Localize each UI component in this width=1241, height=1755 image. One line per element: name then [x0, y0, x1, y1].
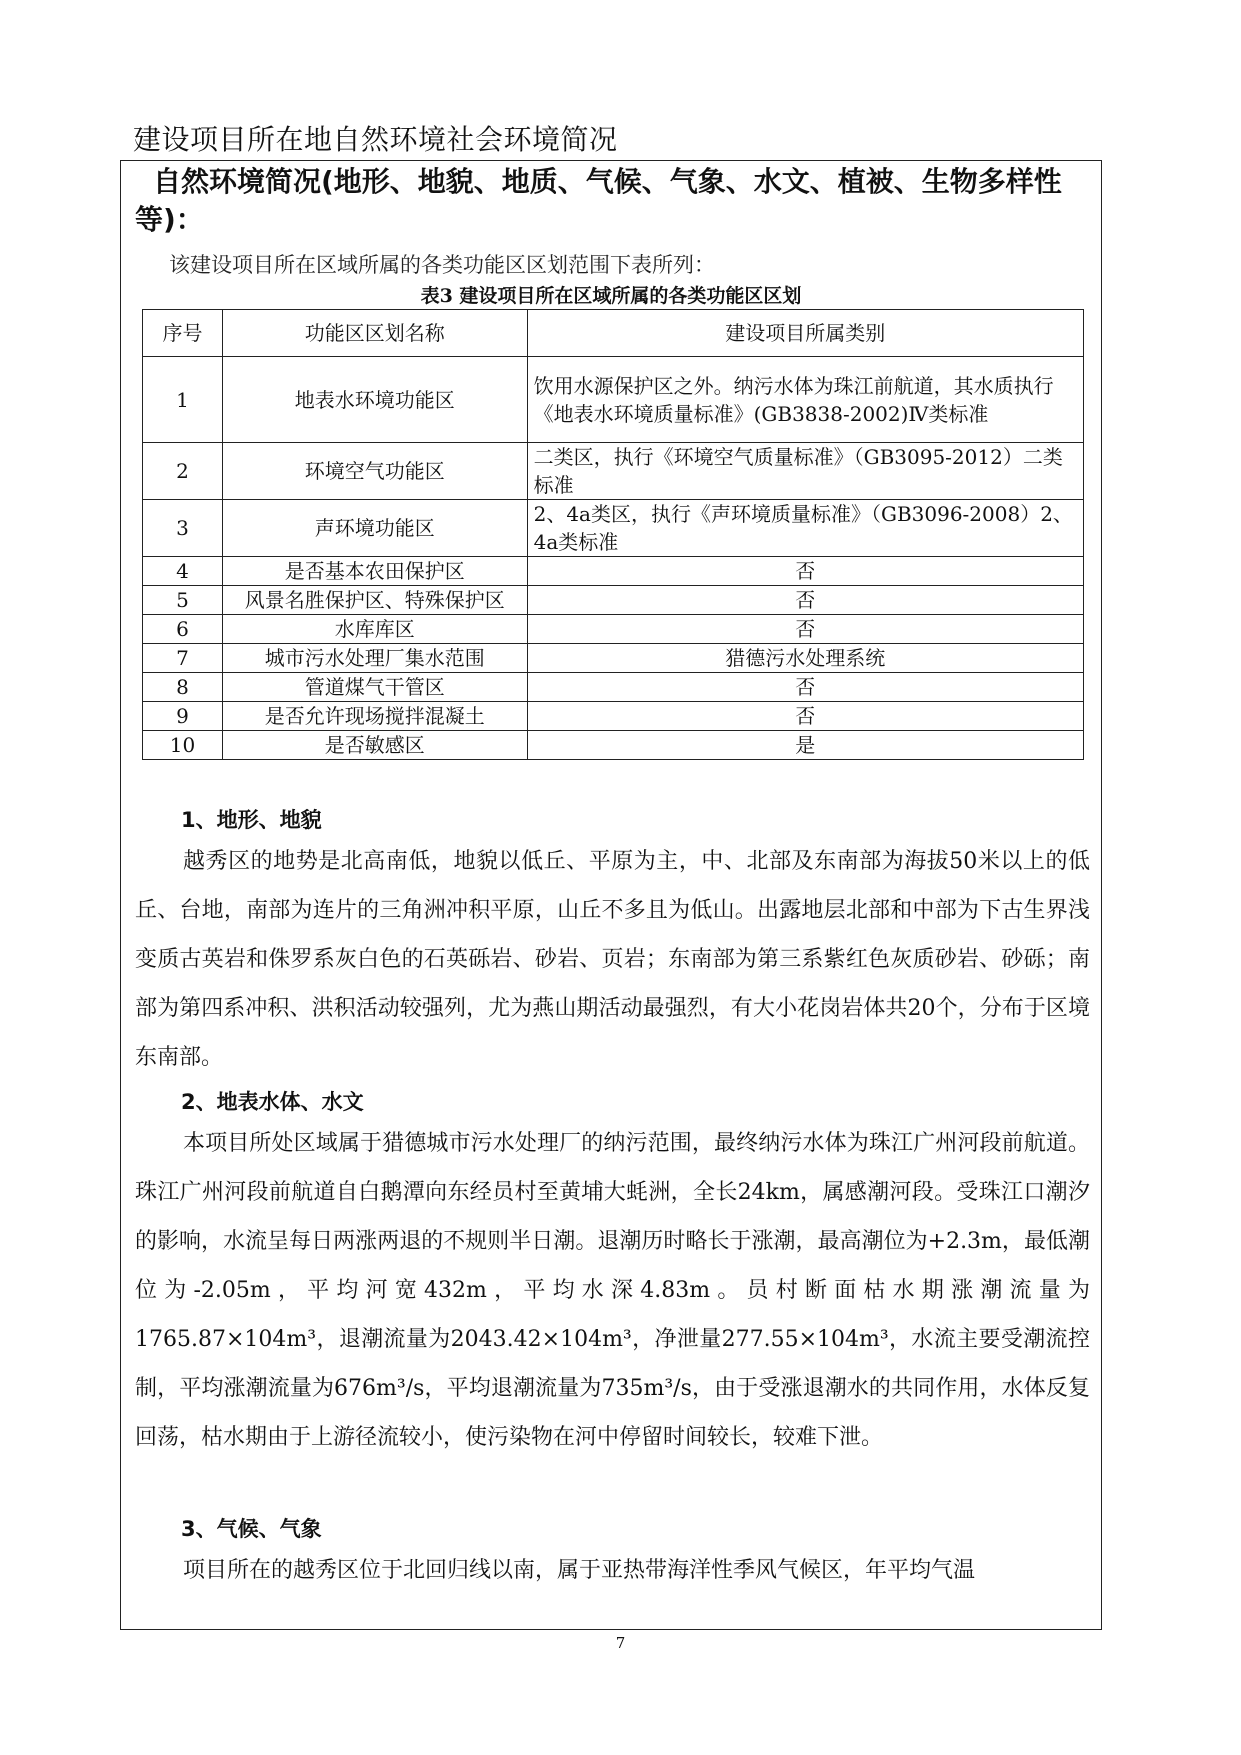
- heading-terrain: 1、地形、地貌: [181, 808, 322, 832]
- row-name: 城市污水处理厂集水范围: [222, 644, 527, 673]
- table-row: [143, 731, 1084, 760]
- heading-climate: 3、气候、气象: [181, 1517, 322, 1541]
- row-no: 5: [143, 586, 223, 615]
- row-no: 6: [143, 615, 223, 644]
- heading-hydrology: 2、地表水体、水文: [181, 1090, 364, 1114]
- row-no: 10: [143, 731, 223, 760]
- row-name: 水库库区: [222, 615, 527, 644]
- row-category: 否: [527, 673, 1083, 702]
- row-name: 是否敏感区: [222, 731, 527, 760]
- header-category: 建设项目所属类别: [527, 310, 1083, 357]
- row-category: 饮用水源保护区之外。纳污水体为珠江前航道，其水质执行《地表水环境质量标准》(GB3838-2002)Ⅳ类标准: [527, 357, 1083, 443]
- table-row: [143, 615, 1084, 644]
- row-category: 否: [527, 557, 1083, 586]
- row-no: 4: [143, 557, 223, 586]
- content-frame: [120, 160, 1102, 1630]
- table-row: [143, 557, 1084, 586]
- row-no: 1: [143, 357, 223, 443]
- row-category: 否: [527, 615, 1083, 644]
- table-header-row: [143, 310, 1084, 357]
- row-category: 二类区，执行《环境空气质量标准》（GB3095-2012）二类标准: [527, 443, 1083, 500]
- header-no: 序号: [143, 310, 223, 357]
- row-name: 环境空气功能区: [222, 443, 527, 500]
- function-zone-table: [142, 309, 1084, 760]
- header-name: 功能区区划名称: [222, 310, 527, 357]
- section-title: 自然环境简况(地形、地貌、地质、气候、气象、水文、植被、生物多样性等)：: [135, 165, 1062, 236]
- paragraph-terrain: 越秀区的地势是北高南低，地貌以低丘、平原为主，中、北部及东南部为海拔50米以上的低丘、台地，南部为连片的三角洲冲积平原，山丘不多且为低山。出露地层北部和中部为下古生界浅变质古英岩和侏罗系灰白色的石英砾岩、砂岩、页岩；东南部为第三系紫红色灰质砂岩、砂砾；南部为第四系冲积、洪积活动较强列，尤为燕山期活动最强烈，有大小花岗岩体共20个，分布于区境东南部。: [135, 849, 1090, 1070]
- row-name: 是否基本农田保护区: [222, 557, 527, 586]
- row-name: 地表水环境功能区: [222, 357, 527, 443]
- row-no: 2: [143, 443, 223, 500]
- table-intro: 该建设项目所在区域所属的各类功能区区划范围下表所列：: [169, 253, 715, 277]
- table-row: [143, 673, 1084, 702]
- paragraph-hydrology: 本项目所处区域属于猎德城市污水处理厂的纳污范围，最终纳污水体为珠江广州河段前航道。珠江广州河段前航道自白鹅潭向东经员村至黄埔大蚝洲，全长24km，属感潮河段。受珠江口潮汐的影响，水流呈每日两涨两退的不规则半日潮。退潮历时略长于涨潮，最高潮位为+2.3m，最低潮位为-2.05m，平均河宽432m，平均水深4.83m。员村断面枯水期涨潮流量为1765.87×104m³，退潮流量为2043.42×104m³，净泄量277.55×104m³，水流主要受潮流控制，平均涨潮流量为676m³/s，平均退潮流量为735m³/s，由于受涨退潮水的共同作用，水体反复回荡，枯水期由于上游径流较小，使污染物在河中停留时间较长，较难下泄。: [135, 1131, 1090, 1450]
- row-category: 猎德污水处理系统: [527, 644, 1083, 673]
- row-category: 2、4a类区，执行《声环境质量标准》（GB3096-2008）2、4a类标准: [527, 500, 1083, 557]
- table-row: [143, 586, 1084, 615]
- table-row: [143, 443, 1084, 500]
- row-no: 3: [143, 500, 223, 557]
- row-no: 9: [143, 702, 223, 731]
- row-category: 是: [527, 731, 1083, 760]
- table-row: [143, 500, 1084, 557]
- row-name: 声环境功能区: [222, 500, 527, 557]
- row-name: 是否允许现场搅拌混凝土: [222, 702, 527, 731]
- table-row: [143, 644, 1084, 673]
- row-name: 风景名胜保护区、特殊保护区: [222, 586, 527, 615]
- page-heading: 建设项目所在地自然环境社会环境简况: [133, 123, 618, 156]
- table-row: [143, 357, 1084, 443]
- table-row: [143, 702, 1084, 731]
- row-category: 否: [527, 586, 1083, 615]
- row-no: 8: [143, 673, 223, 702]
- page-number: 7: [615, 1634, 626, 1652]
- row-name: 管道煤气干管区: [222, 673, 527, 702]
- row-no: 7: [143, 644, 223, 673]
- row-category: 否: [527, 702, 1083, 731]
- table-caption: 表3 建设项目所在区域所属的各类功能区区划: [420, 285, 802, 307]
- paragraph-climate: 项目所在的越秀区位于北回归线以南，属于亚热带海洋性季风气候区，年平均气温: [183, 1558, 976, 1583]
